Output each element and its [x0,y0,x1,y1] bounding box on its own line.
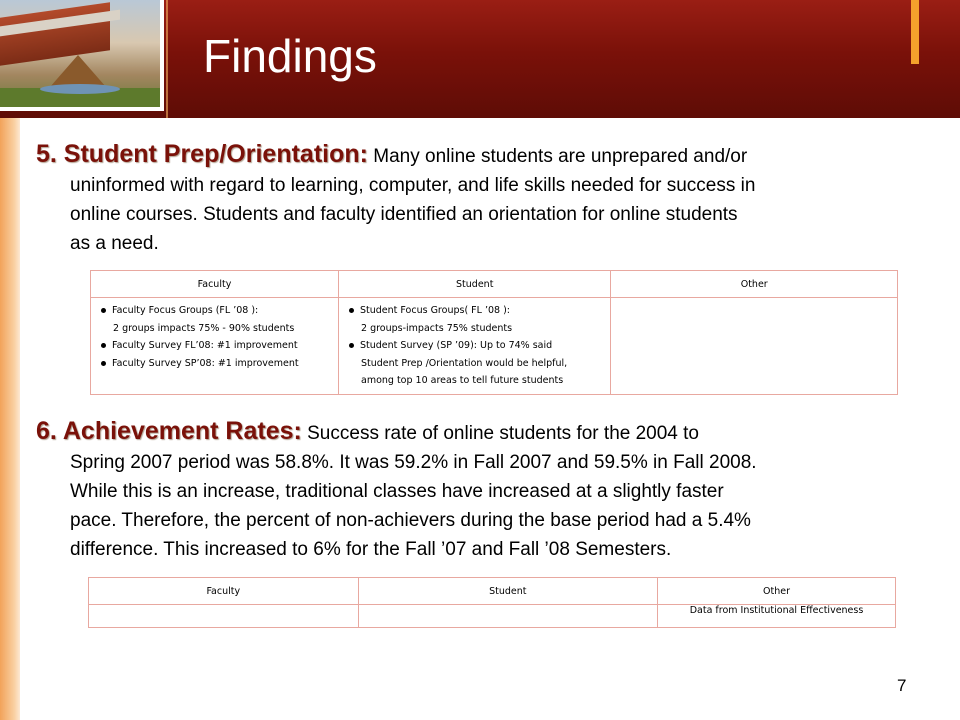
finding-6-line-4: difference. This increased to 6% for the Fall ’07 and Fall ’08 Semesters. [70,539,672,560]
table-header-faculty: Faculty [89,578,359,605]
list-item [101,355,338,373]
table-header-student: Student [339,271,611,298]
bullet-icon [349,308,354,313]
list-item [349,372,610,390]
campus-photo [0,0,164,111]
finding-6-line-0: Success rate of online students for the 2004 to [301,423,699,444]
list-item-text: Student Focus Groups( FL ’08 ): [360,305,510,316]
table-header-other: Other [658,578,896,605]
orange-accent-bar [911,0,919,64]
list-item [349,337,610,355]
bullet-icon [101,343,106,348]
finding-6 [36,417,940,564]
student-list [339,298,610,394]
other-cell [611,298,898,395]
finding-5-line-1: uninformed with regard to learning, computer, and life skills needed for success in [70,175,756,196]
list-item-text: 2 groups-impacts 75% students [361,322,513,334]
finding-6-heading: 6. Achievement Rates: [36,417,302,445]
list-item [349,355,610,373]
table-row [91,298,898,395]
header-divider [166,0,168,118]
list-item-text: Faculty Focus Groups (FL ’08 ): [112,305,259,316]
list-item-text: Student Prep /Orientation would be helpful, [361,357,568,369]
other-cell: Data from Institutional Effectiveness [658,605,896,628]
faculty-list [91,298,338,376]
list-item-text: Faculty Survey SP’08: #1 improvement [112,357,299,369]
finding-5-line-0: Many online students are unprepared and/or [367,146,748,167]
table-header-row [89,578,896,605]
finding-5-table [90,270,898,395]
list-item [101,337,338,355]
slide-title: Findings [203,30,377,82]
finding-5-line-3: as a need. [70,233,159,254]
student-cell [358,605,657,628]
table-header-other: Other [611,271,898,298]
list-item-text: Faculty Survey FL’08: #1 improvement [112,340,298,351]
list-item [349,320,610,338]
student-cell [339,298,611,395]
photo-fountain [40,84,120,94]
faculty-cell [91,298,339,395]
bullet-icon [101,361,106,366]
list-item-text: Student Survey (SP ’09): Up to 74% said [360,340,553,351]
finding-6-table [88,577,896,628]
finding-5-heading: 5. Student Prep/Orientation: [36,140,368,168]
finding-6-first-line [36,417,940,448]
faculty-cell [89,605,359,628]
finding-6-line-3: pace. Therefore, the percent of non-achievers during the base period had a 5.4% [70,510,751,531]
table-header-row [91,271,898,298]
finding-6-line-2: While this is an increase, traditional classes have increased at a slightly faster [70,481,724,502]
list-item [101,302,338,320]
finding-5-first-line [36,140,940,171]
list-item-text: among top 10 areas to tell future students [361,375,564,386]
bullet-icon [101,308,106,313]
finding-6-line-1: Spring 2007 period was 58.8%. It was 59.2% in Fall 2007 and 59.5% in Fall 2008. [70,452,757,473]
list-item [349,302,610,320]
list-item [101,320,338,338]
bullet-icon [349,343,354,348]
finding-5 [36,140,940,258]
table-row [89,605,896,628]
table-header-faculty: Faculty [91,271,339,298]
table-header-student: Student [358,578,657,605]
photo-pyramid [50,55,106,87]
finding-5-line-2: online courses. Students and faculty identified an orientation for online students [70,204,738,225]
page-number: 7 [897,676,907,695]
list-item-text: 2 groups impacts 75% - 90% students [113,322,295,334]
